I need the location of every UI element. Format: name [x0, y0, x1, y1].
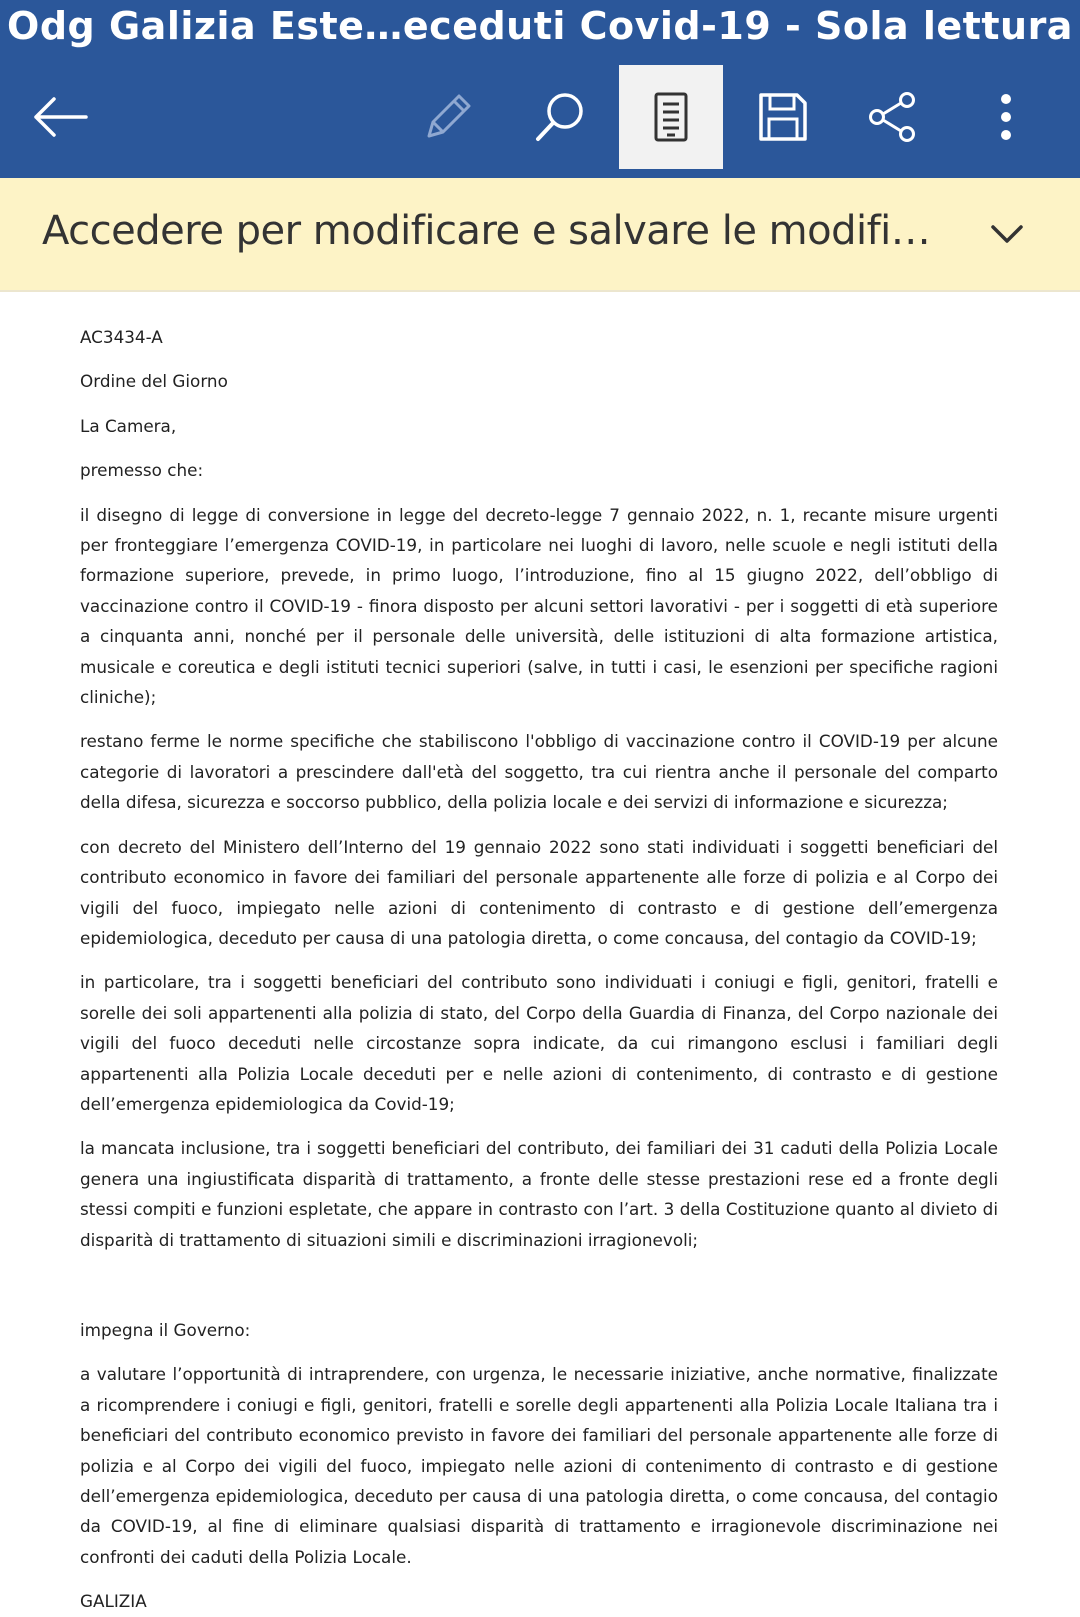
search-icon [532, 89, 588, 145]
document-code: AC3434-A [80, 327, 163, 347]
premise-line: premesso che: [80, 460, 204, 481]
signature: GALIZIA [80, 1591, 147, 1612]
share-icon [867, 91, 919, 143]
paragraph: la mancata inclusione, tra i soggetti beneficiari del contributo, dei familiari dei 31 caduti della Polizia Locale genera una ingiustificata disparità di trattamento, a fronte delle stesse prestazioni rese ed a fronte degli stessi compiti e funzioni espletate, che appare in contrasto con l’art. 3 della Costituzione quanto al divieto di disparità di trattamento di situazioni simili e discriminazioni irragionevoli; [80, 1138, 998, 1250]
document-heading: Ordine del Giorno [80, 371, 228, 392]
edit-button[interactable] [396, 65, 500, 169]
chevron-down-icon[interactable] [985, 215, 1029, 255]
commitment-paragraph: a valutare l’opportunità di intraprendere, con urgenza, le necessarie iniziative, anche normative, finalizzate a ricomprendere i coniugi e figli, genitori, fratelli e sorelle degli appartenenti alla Polizia Locale Italiana tra i beneficiari del contributo economico previsto in favore dei familiari del personale appartenente alle forze di polizia e al Corpo dei vigili del fuoco, impiegato nelle azioni di contenimento di contrasto e di gestione dell’emergenza epidemiologica, deceduto per causa di una patologia diretta, o come concausa, del contagio da COVID-19, al fine di eliminare qualsiasi disparità di trattamento e irragionevole discriminazione nei confronti dei caduti della Polizia Locale. [80, 1364, 998, 1567]
back-button[interactable] [8, 65, 112, 169]
more-options-button[interactable] [954, 65, 1058, 169]
paragraph: con decreto del Ministero dell’Interno del 19 gennaio 2022 sono stati individuati i soggetti beneficiari del contributo economico in favore dei familiari del personale appartenente alle forze di polizia e al Corpo dei vigili del fuoco, impiegato nelle azioni di contenimento di contrasto e di gestione dell’emergenza epidemiologica, deceduto per causa di una patologia diretta, o come concausa, del contagio da COVID-19; [80, 836, 998, 948]
banner-message: Accedere per modificare e salvare le modifi… [42, 208, 931, 254]
save-icon [757, 91, 809, 143]
share-button[interactable] [841, 65, 945, 169]
pencil-icon [421, 90, 475, 144]
more-vert-icon [996, 92, 1016, 142]
reading-view-icon [653, 91, 689, 143]
paragraph: restano ferme le norme specifiche che stabiliscono l'obbligo di vaccinazione contro il COVID-19 per alcune categorie di lavoratori a prescindere dall'età del soggetto, tra cui rientra anche il personale del comparto della difesa, sicurezza e soccorso pubblico, della polizia locale e dei servizi di informazione e sicurezza; [80, 731, 998, 813]
document-body [80, 322, 998, 1617]
paragraph: in particolare, tra i soggetti beneficiari del contributo sono individuati i coniugi e figli, genitori, fratelli e sorelle dei soli appartenenti alla polizia di stato, del Corpo della Guardia di Finanza, del Corpo nazionale dei vigili del fuoco deceduti nelle circostanze sopra indicate, da cui rimangono esclusi i familiari degli appartenenti alla Polizia Locale deceduti per e nelle azioni di contenimento, di contrasto e di gestione dell’emergenza epidemiologica da Covid-19; [80, 972, 998, 1114]
reading-view-button[interactable] [619, 65, 723, 169]
window-title: Odg Galizia Este…eceduti Covid-19 - Sola lettura [7, 4, 1073, 48]
app-header [0, 0, 1080, 178]
paragraph: il disegno di legge di conversione in legge del decreto-legge 7 gennaio 2022, n. 1, recante misure urgenti per fronteggiare l’emergenza COVID-19, in particolare nei luoghi di lavoro, nelle scuole e negli istituti della formazione superiore, prevede, in primo luogo, l’introduzione, fino al 15 giugno 2022, dell’obbligo di vaccinazione contro il COVID-19 - finora disposto per alcuni settori lavorativi - per i soggetti di età superiore a cinquanta anni, nonché per il personale delle università, delle istituzioni di alta formazione artistica, musicale e coreutica e degli istituti tecnici superiori (salve, in tutti i casi, le esenzioni per specifiche ragioni cliniche); [80, 504, 998, 708]
save-button[interactable] [731, 65, 835, 169]
commitment-intro: impegna il Governo: [80, 1319, 251, 1340]
sign-in-banner[interactable] [0, 178, 1080, 292]
back-arrow-icon [30, 95, 90, 139]
chamber-line: La Camera, [80, 415, 177, 436]
search-button[interactable] [508, 65, 612, 169]
